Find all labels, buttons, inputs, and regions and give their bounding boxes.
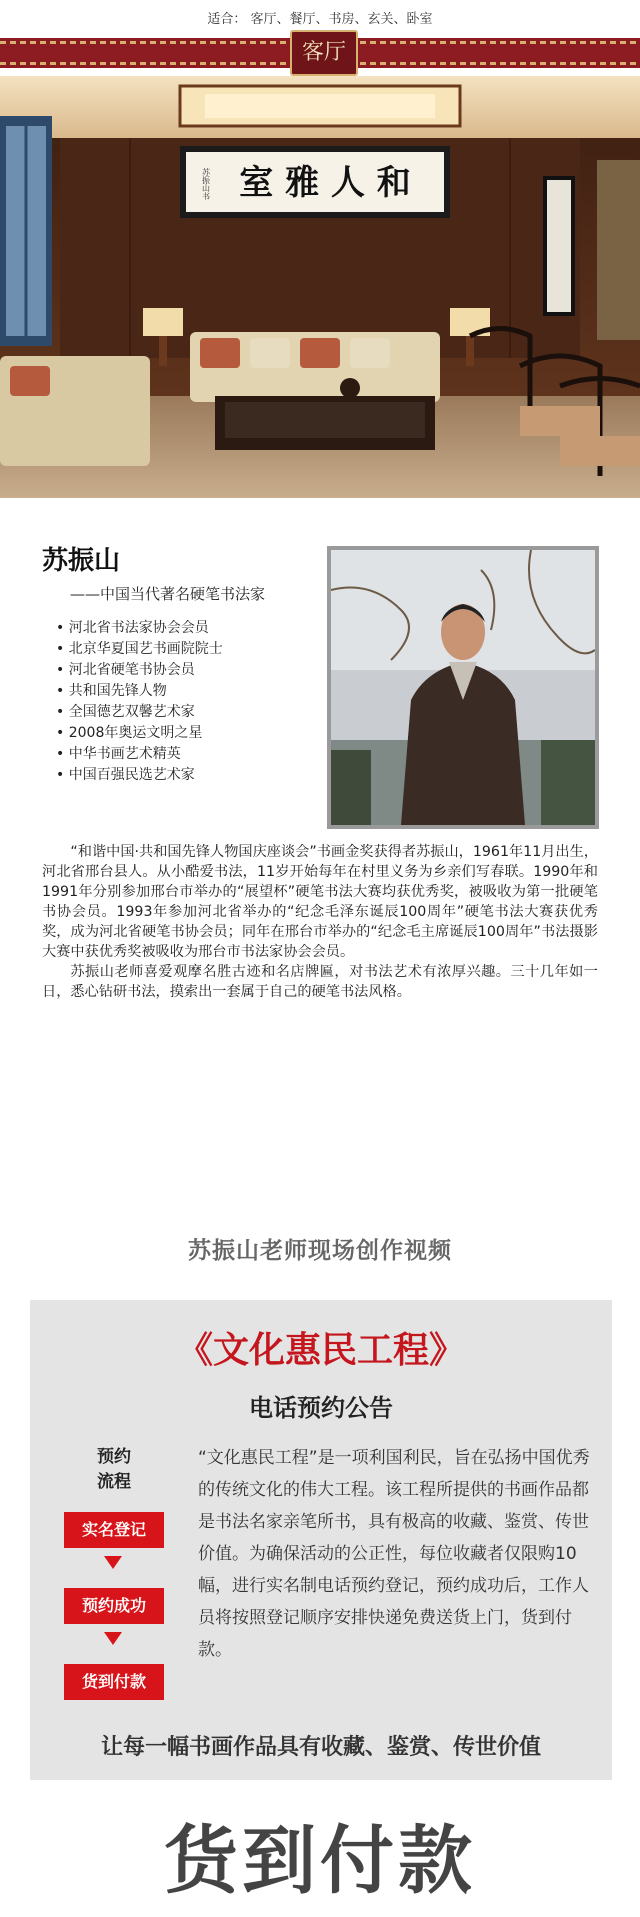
step-cash-on-delivery: 货到付款 [64,1664,164,1700]
artist-portrait [327,546,599,829]
calligraphy-signature: 苏振山书 [201,168,211,200]
notice-slogan: 让每一幅书画作品具有收藏、鉴赏、传世价值 [100,1735,541,1760]
notice-subtitle: 电话预约公告 [249,1394,393,1422]
process-label-line: 流程 [97,1472,131,1492]
list-item: • 全国德艺双馨艺术家 [56,702,223,723]
list-item: • 河北省书法家协会会员 [56,618,223,639]
step-reservation-success: 预约成功 [64,1588,164,1624]
notice-title: 《文化惠民工程》 [176,1329,465,1371]
suitable-rooms-text: 适合： 客厅、餐厅、书房、玄关、卧室 [207,12,433,27]
arrow-down-icon [104,1632,122,1645]
cash-on-delivery-banner: 货到付款 [164,1818,476,1904]
calligraphy-text: 室 雅 人 和 [239,163,411,203]
bio-paragraph: 苏振山老师喜爱观摩名胜古迹和名店牌匾，对书法艺术有浓厚兴趣。三十几年如一日，悉心钻研书法，摸索出一套属于自己的硬笔书法风格。 [42,964,598,1000]
reservation-notice [30,1300,612,1780]
list-item: • 北京华夏国艺书画院院士 [56,639,223,660]
notice-body [198,1442,590,1666]
list-item: • 河北省硬笔书协会员 [56,660,223,681]
room-tab-living-room: 客厅 [290,30,358,76]
honors-list [56,618,223,786]
process-label [70,1445,158,1495]
step-real-name-registration: 实名登记 [64,1512,164,1548]
notice-body-text: “文化惠民工程”是一项利国利民，旨在弘扬中国优秀的传统文化的伟大工程。该工程所提供的书画作品都是书法名家亲笔所书，具有极高的收藏、鉴赏、传世价值。为确保活动的公正性，每位收藏者仅限购10幅，进行实名制电话预约登记，预约成功后，工作人员将按照登记顺序安排快递免费送货上门，货到付款。 [198,1448,590,1660]
artist-subtitle: ——中国当代著名硬笔书法家 [70,585,266,603]
process-label-line: 预约 [97,1447,131,1467]
living-room-image [0,76,640,498]
arrow-down-icon [104,1556,122,1569]
artist-biography [42,842,598,1002]
list-item: • 共和国先锋人物 [56,681,223,702]
list-item: • 2008年奥运文明之星 [56,723,223,744]
video-section-title: 苏振山老师现场创作视频 [188,1237,452,1264]
bio-paragraph: “和谐中国·共和国先锋人物国庆座谈会”书画金奖获得者苏振山，1961年11月出生，河北省邢台县人。从小酷爱书法，11岁开始每年在村里义务为乡亲们写春联。1990年和1991年分别参加邢台市举办的“展望杯”硬笔书法大赛均获优秀奖，被吸收为第一批硬笔书协会员。1993年参加河北省举办的“纪念毛泽东诞辰100周年”硬笔书法大赛获优秀奖，成为河北省硬笔书协会员；同年在邢台市举办的“纪念毛主席诞辰100周年”书法摄影大赛中获优秀奖被吸收为邢台市书法家协会会员。 [42,844,598,960]
artist-name: 苏振山 [42,546,121,576]
list-item: • 中国百强民选艺术家 [56,765,223,786]
list-item: • 中华书画艺术精英 [56,744,223,765]
